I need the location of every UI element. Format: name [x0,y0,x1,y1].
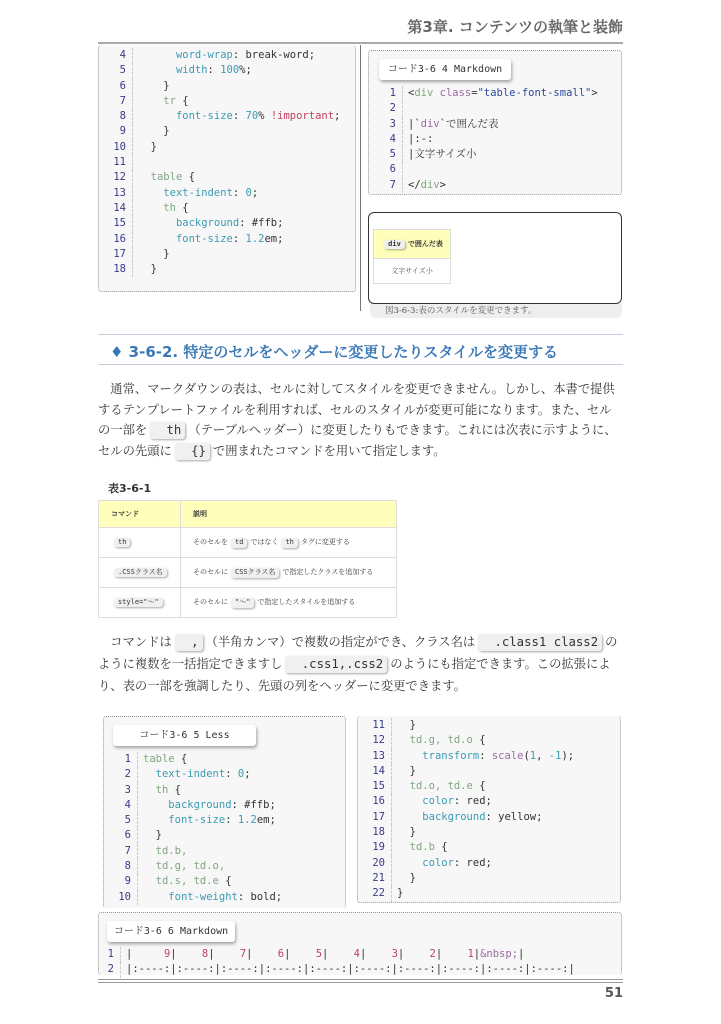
line-number: 5 [99,63,133,78]
code-line [369,178,621,193]
line-number: 2 [104,767,138,782]
code-token: : #ffb; [231,798,276,811]
line-number: 17 [358,810,392,825]
text: （テーブルヘッダー）に変更したりもできます。これには次表に示すように、セルの先頭に [98,423,617,458]
code-token: font-weight [168,890,238,903]
code-line [104,783,345,798]
code-token [397,840,410,855]
line-number: 7 [104,844,138,859]
code-token [143,859,156,874]
code-token [143,890,168,905]
page-number: 51 [604,986,623,1001]
code-token: , [536,749,549,762]
code-line [369,132,621,147]
figure-3-6-3 [368,212,622,304]
code-token: div [420,178,440,191]
line-number: 6 [104,828,138,843]
code-line [99,232,355,247]
code-token: 5 [315,948,323,960]
line-number: 7 [369,178,403,193]
text: タグに変更する [300,538,350,547]
code-token [143,813,168,828]
code-token: 1 [529,749,537,762]
figure-caption: 図3-6-3:表のスタイルを変更できます。 [370,304,622,318]
code-token: : [207,64,221,77]
code-token: = [471,87,478,99]
code-token [138,63,176,78]
code-token: { [434,841,448,854]
command-table [98,500,397,618]
code-chip: .class1 class2 [478,634,602,651]
code-token: | [170,948,202,960]
code-token: td.s, td.e [155,875,219,888]
code-chip: .css1,.css2 [285,656,387,673]
code-token [138,94,163,109]
code-token: |文字サイズ小 [408,148,477,161]
line-number: 16 [99,232,133,247]
code-token: text-indent [155,768,226,781]
code-line [358,886,620,901]
code-token: } [397,826,416,839]
code-token [143,783,156,798]
code-line [99,140,355,155]
code-token [397,779,410,794]
code-line [358,733,620,748]
code-token: { [174,753,188,765]
code-line [369,101,621,116]
code-line [104,859,345,874]
code-token: { [175,201,189,214]
code-token: color [422,856,454,869]
code-token: { [472,734,486,747]
line-number: 14 [99,201,133,216]
code-token: { [218,875,232,888]
code-token: 1.2 [237,814,257,827]
code-token: } [138,247,170,260]
text: で指定したクラスを追加する [282,568,374,577]
line-number: 14 [358,764,392,779]
code-token [397,749,422,764]
code-line [358,794,620,809]
code-line [358,840,620,855]
code-token: < [408,87,415,99]
code-token [397,856,422,871]
code-token: em; [256,814,276,827]
code-title: コード3-6 5 Less [113,725,256,746]
code-token: color [422,795,454,808]
code-token: font-size [168,814,226,827]
line-number: 2 [369,101,403,116]
line-number: 17 [99,247,133,262]
code-token: !important [270,110,335,123]
code-token: </ [408,178,421,191]
line-number: 12 [358,733,392,748]
code-line [99,186,355,201]
code-chip: CSSクラス名 [231,568,279,578]
code-token: : [232,110,246,123]
code-token: : [232,232,246,245]
code-token: background [168,798,232,811]
paragraph-1 [98,379,622,461]
code-line [369,162,621,177]
code-token: | [473,948,481,960]
line-number: 6 [369,162,403,177]
code-token: td.g, td.o, [155,860,226,873]
code-token [143,798,168,813]
code-token: 0 [245,186,252,199]
line-number: 1 [87,947,121,962]
code-token: : [225,814,238,827]
code-token: { [472,780,486,793]
code-line [104,874,345,889]
code-token: ; [334,110,341,123]
code-token: 8 [201,948,209,960]
code-line [104,844,345,859]
code-line [99,262,355,277]
table-header-row [99,501,397,528]
column-header: 説明 [181,501,397,528]
code-token: scale [491,749,524,762]
code-line [104,767,345,782]
line-number: 15 [358,779,392,794]
code-token: ; [244,768,251,781]
code-token: tr [163,94,176,107]
code-token: | [284,948,316,960]
header-rule [98,42,623,44]
code-token: %; [239,64,252,77]
code-chip: th [150,422,185,439]
code-chip: td [231,538,247,548]
text: のようにも指定できます。この拡張により、表の一部を強調したり、先頭の列をヘッダーに変更できます。 [98,657,611,693]
code-line [358,718,620,733]
code-token: | [397,948,430,960]
code-token [138,109,176,124]
code-token: -1 [548,749,562,762]
code-token: table [143,753,175,765]
code-token: | [518,948,525,960]
text: 通常、マークダウンの表は、セルに対してスタイルを変更できません。しかし、本書で提供するテンプレートファイルを利用すれば、セルのスタイルが変更可能になります。また、セルの一部を [98,382,615,437]
line-number: 11 [358,718,392,733]
code-token: transform [422,749,480,762]
text: そのセルに [193,568,228,577]
code-token: } [138,79,170,92]
code-token: 7 [239,948,247,960]
table-row [99,588,397,618]
line-number: 9 [99,124,133,139]
code-line [369,117,621,132]
chapter-title: 第3章. コンテンツの執筆と装飾 [407,18,623,36]
code-token: |` [408,117,421,130]
code-block-top-left [98,45,356,292]
code-token: : [225,768,238,781]
code-line [358,749,620,764]
code-token [397,733,410,748]
code-token: "table-font-small" [477,87,592,99]
table-cell: 文字サイズ小 [374,259,451,284]
code-token: |:----:|:----:|:----:|:----:|:----:|:----:|:----:|:----:|:----:|:----:| [126,963,575,976]
line-number: 9 [104,874,138,889]
line-number: 4 [369,132,403,147]
code-token: div [414,87,434,99]
line-number: 1 [104,752,138,767]
line-number: 18 [358,825,392,840]
code-line [358,810,620,825]
code-line [87,947,621,962]
line-number: 16 [358,794,392,809]
code-token: : red; [453,795,492,808]
code-token: 2 [429,948,436,960]
code-line [369,147,621,162]
code-token: } [397,871,416,884]
code-token [143,767,156,782]
code-line [358,764,620,779]
code-chip: .CSSクラス名 [114,568,167,578]
line-number: 3 [104,783,138,798]
code-token [138,216,176,231]
code-token: td.g, td.o [409,734,473,747]
code-token: : red; [453,856,492,869]
code-token: 0 [237,768,245,781]
line-number: 5 [104,813,138,828]
code-token: 3 [391,948,398,960]
code-token: : #ffb; [239,217,284,230]
code-token: : yellow; [485,810,543,823]
code-token: : [479,749,492,762]
line-number: 10 [104,890,138,905]
code-block-3-6-5 [103,716,346,908]
code-token: td.o, td.e [409,780,473,793]
code-token: | [322,948,354,960]
code-line [99,79,355,94]
line-number: 21 [358,871,392,886]
code-token: class [439,87,472,99]
code-chip: th [114,538,130,548]
code-token: } [397,719,416,731]
code-token: background [422,810,486,823]
code-line [87,962,621,977]
paragraph-2 [98,631,622,697]
code-token: } [138,140,157,153]
line-number: 8 [104,859,138,874]
code-token: { [182,171,195,184]
footer-rule [98,979,623,983]
code-token: } [138,263,157,276]
code-line [99,48,355,63]
code-token: 6 [277,948,285,960]
code-token: ; [251,186,259,199]
code-block-3-6-5-continued [357,716,621,903]
line-number: 4 [99,48,133,63]
code-token: 4 [353,948,360,960]
code-line [358,825,620,840]
code-line [99,124,355,139]
text: そのセルを [193,538,228,547]
code-token [138,48,176,63]
code-line [99,201,355,216]
text: コマンドは [110,635,172,649]
code-token [138,186,163,201]
code-token: : [232,186,246,199]
line-number: 4 [104,798,138,813]
code-line [369,86,621,101]
code-token: th [155,783,169,796]
code-token: background [175,217,240,230]
code-token [143,874,156,889]
line-number: 1 [369,86,403,101]
code-token: font-size [175,232,233,245]
text: （半角カンマ）で複数の指定ができ、クラス名は [205,635,476,649]
line-number: 6 [99,79,133,94]
code-line [99,247,355,262]
line-number: 11 [99,155,133,170]
line-number: 8 [99,109,133,124]
code-chip: div [384,240,405,250]
code-token: table [150,171,183,184]
code-line [104,890,345,905]
text: そのセルに [193,598,228,607]
code-line [358,871,620,886]
code-token: : bold; [237,890,283,903]
column-header: コマンド [99,501,181,528]
code-token: `で囲んだ表 [439,117,499,130]
code-chip: "～" [231,598,254,608]
section-heading: ♦ 3-6-2. 特定のセルをヘッダーに変更したりスタイルを変更する [110,343,559,361]
code-token: em; [264,232,284,245]
line-number: 19 [358,840,392,855]
code-token: word-wrap [175,49,233,61]
code-token: > [439,178,446,191]
code-token: : break-word; [232,49,316,61]
text: のように複数を一括指定できますし [98,635,618,671]
line-number: 15 [99,216,133,231]
code-token: div [420,117,440,130]
table-row [99,528,397,558]
code-token: } [397,887,404,900]
code-token: 70 [245,110,259,123]
code-token [138,170,151,185]
code-token: } [138,125,170,138]
code-line [99,94,355,109]
code-token: | [359,948,392,960]
column-divider [360,45,361,311]
code-token [138,232,176,247]
code-token: |:-: [408,132,434,145]
code-token [138,201,163,216]
code-title: コード3-6 6 Markdown [107,921,235,942]
code-token: td.b [409,841,435,854]
code-token: } [143,829,162,842]
figure-table [373,229,451,284]
code-token: th [163,201,176,214]
code-title: コード3-6 4 Markdown [379,59,511,80]
line-number: 13 [358,749,392,764]
code-token: } [397,764,416,777]
code-line [99,155,355,170]
line-number: 2 [87,962,121,977]
code-line [99,109,355,124]
code-token: ( [523,749,530,762]
line-number: 20 [358,856,392,871]
text: ではなく [250,538,279,547]
code-token: width [175,64,208,77]
code-token: 1 [467,948,474,960]
code-token: 1.2 [245,232,265,245]
code-line [104,828,345,843]
code-line [104,752,345,767]
code-chip: style="～" [114,598,163,608]
code-token: font-size [175,110,233,123]
code-line [104,798,345,813]
section-rule-bottom [98,364,623,365]
code-line [104,813,345,828]
line-number: 12 [99,170,133,185]
code-token: > [591,87,598,99]
code-token: ); [561,749,575,762]
code-token: | [208,948,240,960]
line-number: 18 [99,262,133,277]
code-token: | [126,948,164,960]
section-rule-top [98,334,623,335]
header-text: で囲んだ表 [407,238,443,248]
line-number: 5 [369,147,403,162]
code-chip: {} [175,443,210,460]
code-token: % [258,110,271,123]
code-line [99,63,355,78]
line-number: 13 [99,186,133,201]
table-caption: 表3-6-1 [108,482,152,495]
line-number: 7 [99,94,133,109]
code-token [143,844,156,859]
code-token: &nbsp; [480,948,519,960]
code-token: text-indent [163,186,233,199]
table-row [99,558,397,588]
code-token: { [175,94,189,107]
code-line [358,856,620,871]
code-token [397,810,422,825]
code-block-3-6-6 [98,912,622,975]
code-line [99,216,355,231]
code-token: td.b, [155,844,188,857]
line-number: 3 [369,117,403,132]
code-token: | [246,948,278,960]
code-line [99,170,355,185]
line-number: 22 [358,886,392,901]
code-chip: , [175,634,203,651]
code-token: { [168,783,181,796]
line-number: 10 [99,140,133,155]
text: で指定したスタイルを追加する [257,598,356,607]
text: で囲まれたコマンドを用いて指定します。 [212,443,446,458]
code-token: | [435,948,468,960]
code-chip: th [281,538,297,548]
code-token: 9 [163,948,171,960]
code-token [397,794,422,809]
code-line [358,779,620,794]
code-block-3-6-4 [368,50,622,195]
code-token: 100 [220,64,240,77]
